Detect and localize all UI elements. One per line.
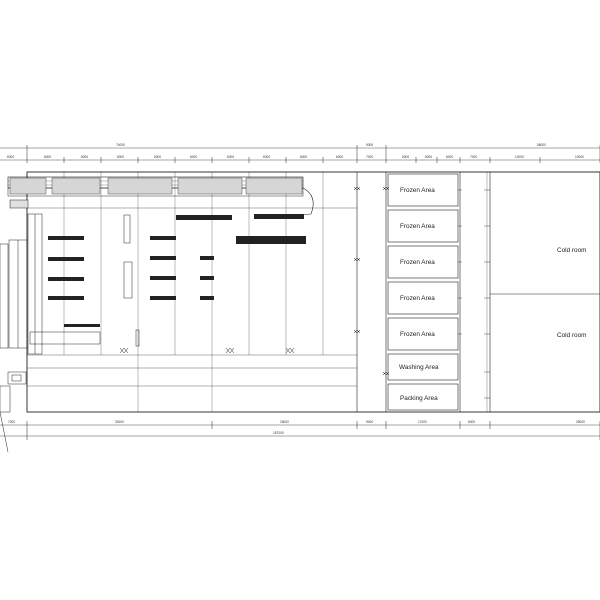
dim-overall-left: 74000 [116, 143, 125, 147]
building-outline [27, 172, 600, 412]
dim-seg-8: 6000 [263, 155, 271, 159]
small-equipment [0, 215, 139, 452]
dim-seg-3: 6000 [81, 155, 89, 159]
bottom-dim-2: 30000 [115, 420, 124, 424]
dim-overall-right: 56000 [537, 143, 546, 147]
frozen-area-2: Frozen Area [400, 223, 435, 230]
bottom-dim-6: 6000 [468, 420, 476, 424]
dim-seg-r6: 10000 [575, 155, 584, 159]
dim-seg-5: 6000 [154, 155, 162, 159]
top-dimension-lines [0, 143, 600, 160]
frozen-area-4: Frozen Area [400, 295, 435, 302]
dim-seg-4: 6000 [117, 155, 125, 159]
dim-seg-9: 6000 [300, 155, 308, 159]
dim-seg-mid: 7000 [366, 155, 374, 159]
dim-seg-10: 6000 [336, 155, 344, 159]
dim-seg-r2: 6000 [425, 155, 433, 159]
frozen-area-3: Frozen Area [400, 259, 435, 266]
dim-seg-r4: 7000 [470, 155, 478, 159]
bottom-dim-3: 18000 [280, 420, 289, 424]
workstation-clusters [48, 214, 306, 327]
bottom-dim-4: 9000 [366, 420, 374, 424]
bottom-dim-5: 17000 [418, 420, 427, 424]
dim-overall-mid: 9000 [366, 143, 374, 147]
dim-seg-2: 6000 [44, 155, 52, 159]
frozen-area-5: Frozen Area [400, 331, 435, 338]
dim-seg-1: 6000 [7, 155, 15, 159]
bottom-dim-1: 7000 [8, 420, 16, 424]
dim-seg-7: 6000 [227, 155, 235, 159]
bottom-dimension-lines [0, 420, 600, 440]
dim-seg-6: 6000 [190, 155, 198, 159]
cold-room-1: Cold room [557, 247, 587, 254]
top-ticks [27, 145, 600, 163]
bottom-dim-overall: 187000 [273, 431, 284, 435]
packing-area: Packing Area [400, 395, 438, 402]
frozen-area-1: Frozen Area [400, 187, 435, 194]
cold-storage-stack [388, 174, 490, 410]
dim-seg-r3: 6000 [446, 155, 454, 159]
dim-seg-r5: 10000 [515, 155, 524, 159]
conveyor-line-top [8, 177, 313, 216]
cold-room-2: Cold room [557, 332, 587, 339]
washing-area: Washing Area [399, 364, 439, 371]
dim-seg-r1: 6000 [402, 155, 410, 159]
bottom-dim-7: 25000 [576, 420, 585, 424]
